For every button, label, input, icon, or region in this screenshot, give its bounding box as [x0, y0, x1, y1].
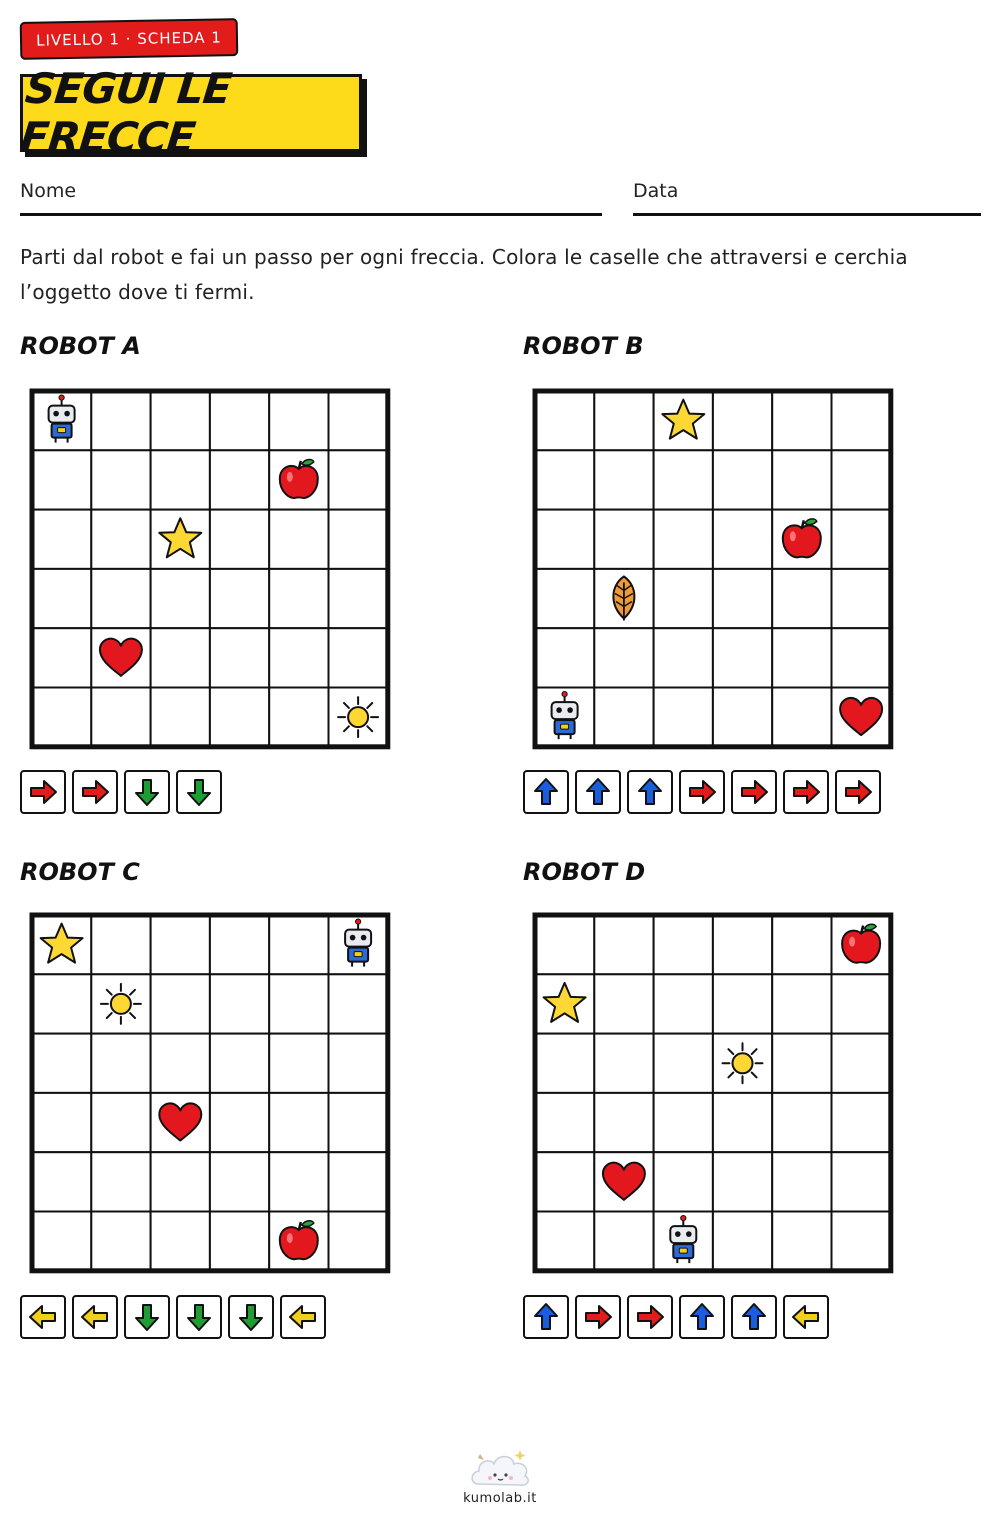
grid-cell[interactable]	[654, 1152, 713, 1211]
grid-cell[interactable]	[210, 688, 269, 747]
arrow-left-icon	[79, 1301, 111, 1333]
arrow-up-icon	[530, 1301, 562, 1333]
arrow-tile-left	[783, 1295, 829, 1339]
grid-cell[interactable]	[832, 510, 891, 569]
grid-cell[interactable]	[329, 1212, 388, 1271]
grid-cell[interactable]	[713, 628, 772, 687]
grid-cell[interactable]	[713, 688, 772, 747]
grid-cell[interactable]	[210, 974, 269, 1033]
grid-cell[interactable]	[151, 1212, 210, 1271]
grid-cell[interactable]	[151, 915, 210, 974]
grid-cell[interactable]	[654, 1034, 713, 1093]
sun-icon	[723, 1043, 763, 1083]
grid-cell[interactable]	[772, 569, 831, 628]
grid-cell[interactable]	[594, 1212, 653, 1271]
cloud-mascot-icon	[468, 1446, 534, 1492]
grid-cell[interactable]	[269, 688, 328, 747]
arrow-tile-up	[679, 1295, 725, 1339]
date-line[interactable]	[633, 213, 981, 216]
grid-cell[interactable]	[772, 974, 831, 1033]
arrow-tile-up	[523, 1295, 569, 1339]
grid-cell[interactable]	[535, 450, 594, 509]
grid-cell[interactable]	[832, 1034, 891, 1093]
grid-cell[interactable]	[151, 569, 210, 628]
puzzle-a-grid[interactable]	[27, 386, 393, 752]
grid-cell[interactable]	[269, 1152, 328, 1211]
grid-cell[interactable]	[832, 1212, 891, 1271]
puzzle-b-grid[interactable]	[530, 386, 896, 752]
puzzle-d-arrows	[523, 1295, 829, 1339]
arrow-tile-up	[627, 770, 673, 814]
grid-cell[interactable]	[832, 1152, 891, 1211]
grid-cell[interactable]	[329, 450, 388, 509]
grid-cell[interactable]	[713, 450, 772, 509]
grid-cell[interactable]	[594, 510, 653, 569]
grid-cell[interactable]	[654, 915, 713, 974]
grid-cell[interactable]	[713, 915, 772, 974]
grid-cell[interactable]	[654, 450, 713, 509]
grid-cell[interactable]	[329, 1152, 388, 1211]
grid-cell[interactable]	[151, 628, 210, 687]
grid-cell[interactable]	[269, 510, 328, 569]
grid-cell[interactable]	[832, 450, 891, 509]
grid-cell[interactable]	[535, 915, 594, 974]
sun-icon	[338, 697, 378, 737]
arrow-tile-down	[176, 1295, 222, 1339]
grid-cell[interactable]	[654, 688, 713, 747]
page-title: SEGUI LE FRECCE	[17, 64, 234, 162]
grid-cell[interactable]	[91, 915, 150, 974]
grid-cell[interactable]	[832, 391, 891, 450]
puzzle-c-arrows	[20, 1295, 326, 1339]
grid-cell[interactable]	[594, 1093, 653, 1152]
grid-cell[interactable]	[654, 510, 713, 569]
grid-cell[interactable]	[32, 1034, 91, 1093]
arrow-up-icon	[738, 1301, 770, 1333]
arrow-right-icon	[79, 776, 111, 808]
puzzle-b-title: ROBOT B	[523, 332, 644, 360]
grid-cell[interactable]	[329, 1034, 388, 1093]
grid-cell[interactable]	[832, 1093, 891, 1152]
grid-cell[interactable]	[772, 628, 831, 687]
grid-cell[interactable]	[210, 915, 269, 974]
grid-cell[interactable]	[535, 569, 594, 628]
puzzle-a-title: ROBOT A	[20, 332, 141, 360]
grid-cell[interactable]	[654, 974, 713, 1033]
grid-cell[interactable]	[594, 688, 653, 747]
arrow-right-icon	[738, 776, 770, 808]
grid-cell[interactable]	[269, 569, 328, 628]
grid-cell[interactable]	[210, 1093, 269, 1152]
grid-cell[interactable]	[151, 391, 210, 450]
grid-cell[interactable]	[832, 974, 891, 1033]
grid-cell[interactable]	[713, 510, 772, 569]
arrow-tile-down	[228, 1295, 274, 1339]
grid-cell[interactable]	[535, 1152, 594, 1211]
grid-cell[interactable]	[772, 1093, 831, 1152]
grid-cell[interactable]	[329, 1093, 388, 1152]
grid-cell[interactable]	[594, 915, 653, 974]
grid-cell[interactable]	[329, 569, 388, 628]
grid-cell[interactable]	[594, 628, 653, 687]
arrow-tile-right	[835, 770, 881, 814]
level-badge	[20, 18, 239, 60]
arrow-tile-down	[124, 1295, 170, 1339]
arrow-up-icon	[582, 776, 614, 808]
grid-cell[interactable]	[594, 974, 653, 1033]
footer-site: kumolab.it	[463, 1491, 537, 1506]
grid-cell[interactable]	[210, 1034, 269, 1093]
grid-cell[interactable]	[32, 1093, 91, 1152]
arrow-down-icon	[183, 776, 215, 808]
grid-cell[interactable]	[269, 1034, 328, 1093]
arrow-tile-up	[575, 770, 621, 814]
instructions-text: Parti dal robot e fai un passo per ogni freccia. Colora le caselle che attraversi e cerchia l’oggetto dove ti fermi.	[20, 245, 908, 304]
grid-cell[interactable]	[151, 688, 210, 747]
arrow-right-icon	[790, 776, 822, 808]
grid-cell[interactable]	[535, 1093, 594, 1152]
grid-cell[interactable]	[772, 1034, 831, 1093]
grid-cell[interactable]	[91, 1152, 150, 1211]
grid-cell[interactable]	[772, 1152, 831, 1211]
grid-cell[interactable]	[151, 450, 210, 509]
sun-icon	[101, 984, 141, 1024]
grid-cell[interactable]	[772, 915, 831, 974]
arrow-tile-left	[20, 1295, 66, 1339]
grid-cell[interactable]	[210, 628, 269, 687]
grid-cell[interactable]	[210, 569, 269, 628]
grid-cell[interactable]	[91, 1034, 150, 1093]
grid-cell[interactable]	[91, 1093, 150, 1152]
grid-cell[interactable]	[91, 450, 150, 509]
grid-cell[interactable]	[151, 1152, 210, 1211]
grid-cell[interactable]	[210, 450, 269, 509]
puzzle-a-arrows	[20, 770, 222, 814]
grid-cell[interactable]	[535, 1034, 594, 1093]
arrow-tile-left	[280, 1295, 326, 1339]
grid-cell[interactable]	[329, 628, 388, 687]
arrow-tile-right	[627, 1295, 673, 1339]
grid-cell[interactable]	[91, 1212, 150, 1271]
grid-cell[interactable]	[772, 1212, 831, 1271]
grid-cell[interactable]	[32, 1212, 91, 1271]
grid-cell[interactable]	[269, 628, 328, 687]
grid-cell[interactable]	[151, 1034, 210, 1093]
arrow-tile-down	[124, 770, 170, 814]
puzzle-c-title: ROBOT C	[20, 858, 140, 886]
arrow-right-icon	[582, 1301, 614, 1333]
arrow-down-icon	[131, 776, 163, 808]
arrow-tile-down	[176, 770, 222, 814]
arrow-right-icon	[27, 776, 59, 808]
grid-cell[interactable]	[329, 510, 388, 569]
arrow-down-icon	[131, 1301, 163, 1333]
grid-cell[interactable]	[713, 1093, 772, 1152]
grid-cell[interactable]	[772, 391, 831, 450]
arrow-down-icon	[235, 1301, 267, 1333]
date-label: Data	[633, 180, 679, 202]
grid-cell[interactable]	[210, 1212, 269, 1271]
grid-cell[interactable]	[654, 628, 713, 687]
arrow-up-icon	[686, 1301, 718, 1333]
grid-cell[interactable]	[329, 974, 388, 1033]
arrow-tile-right	[72, 770, 118, 814]
puzzle-d-title: ROBOT D	[523, 858, 646, 886]
grid-cell[interactable]	[91, 510, 150, 569]
arrow-tile-right	[731, 770, 777, 814]
grid-cell[interactable]	[32, 1152, 91, 1211]
grid-cell[interactable]	[91, 569, 150, 628]
arrow-left-icon	[287, 1301, 319, 1333]
grid-cell[interactable]	[713, 1152, 772, 1211]
grid-cell[interactable]	[535, 628, 594, 687]
grid-cell[interactable]	[91, 688, 150, 747]
arrow-tile-up	[523, 770, 569, 814]
arrow-down-icon	[183, 1301, 215, 1333]
grid-cell[interactable]	[32, 569, 91, 628]
name-line[interactable]	[20, 213, 602, 216]
arrow-right-icon	[842, 776, 874, 808]
grid-cell[interactable]	[210, 510, 269, 569]
level-badge-text: LIVELLO 1 · SCHEDA 1	[35, 28, 223, 50]
name-label: Nome	[20, 180, 77, 202]
arrow-left-icon	[790, 1301, 822, 1333]
grid-cell[interactable]	[210, 1152, 269, 1211]
grid-cell[interactable]	[269, 974, 328, 1033]
arrow-up-icon	[530, 776, 562, 808]
arrow-tile-right	[679, 770, 725, 814]
grid-cell[interactable]	[269, 1093, 328, 1152]
grid-cell[interactable]	[713, 391, 772, 450]
grid-cell[interactable]	[535, 1212, 594, 1271]
grid-cell[interactable]	[269, 915, 328, 974]
grid-cell[interactable]	[32, 974, 91, 1033]
puzzle-b-arrows	[523, 770, 881, 814]
grid-cell[interactable]	[32, 628, 91, 687]
arrow-up-icon	[634, 776, 666, 808]
arrow-tile-right	[783, 770, 829, 814]
grid-cell[interactable]	[832, 569, 891, 628]
grid-cell[interactable]	[210, 391, 269, 450]
grid-cell[interactable]	[329, 391, 388, 450]
puzzle-d-grid[interactable]	[530, 910, 896, 1276]
arrow-right-icon	[634, 1301, 666, 1333]
grid-cell[interactable]	[772, 450, 831, 509]
grid-cell[interactable]	[654, 1093, 713, 1152]
grid-cell[interactable]	[654, 569, 713, 628]
grid-cell[interactable]	[832, 628, 891, 687]
title-banner	[17, 64, 362, 162]
puzzle-c-grid[interactable]	[27, 910, 393, 1276]
grid-cell[interactable]	[32, 450, 91, 509]
arrow-tile-right	[20, 770, 66, 814]
grid-cell[interactable]	[713, 974, 772, 1033]
grid-cell[interactable]	[91, 391, 150, 450]
grid-cell[interactable]	[151, 974, 210, 1033]
grid-cell[interactable]	[535, 391, 594, 450]
grid-cell[interactable]	[594, 1034, 653, 1093]
arrow-tile-right	[575, 1295, 621, 1339]
arrow-right-icon	[686, 776, 718, 808]
arrow-tile-up	[731, 1295, 777, 1339]
grid-cell[interactable]	[772, 688, 831, 747]
grid-cell[interactable]	[269, 391, 328, 450]
grid-cell[interactable]	[535, 510, 594, 569]
grid-cell[interactable]	[713, 569, 772, 628]
grid-cell[interactable]	[594, 450, 653, 509]
grid-cell[interactable]	[32, 510, 91, 569]
grid-cell[interactable]	[713, 1212, 772, 1271]
grid-cell[interactable]	[32, 688, 91, 747]
grid-cell[interactable]	[594, 391, 653, 450]
arrow-tile-left	[72, 1295, 118, 1339]
arrow-left-icon	[27, 1301, 59, 1333]
